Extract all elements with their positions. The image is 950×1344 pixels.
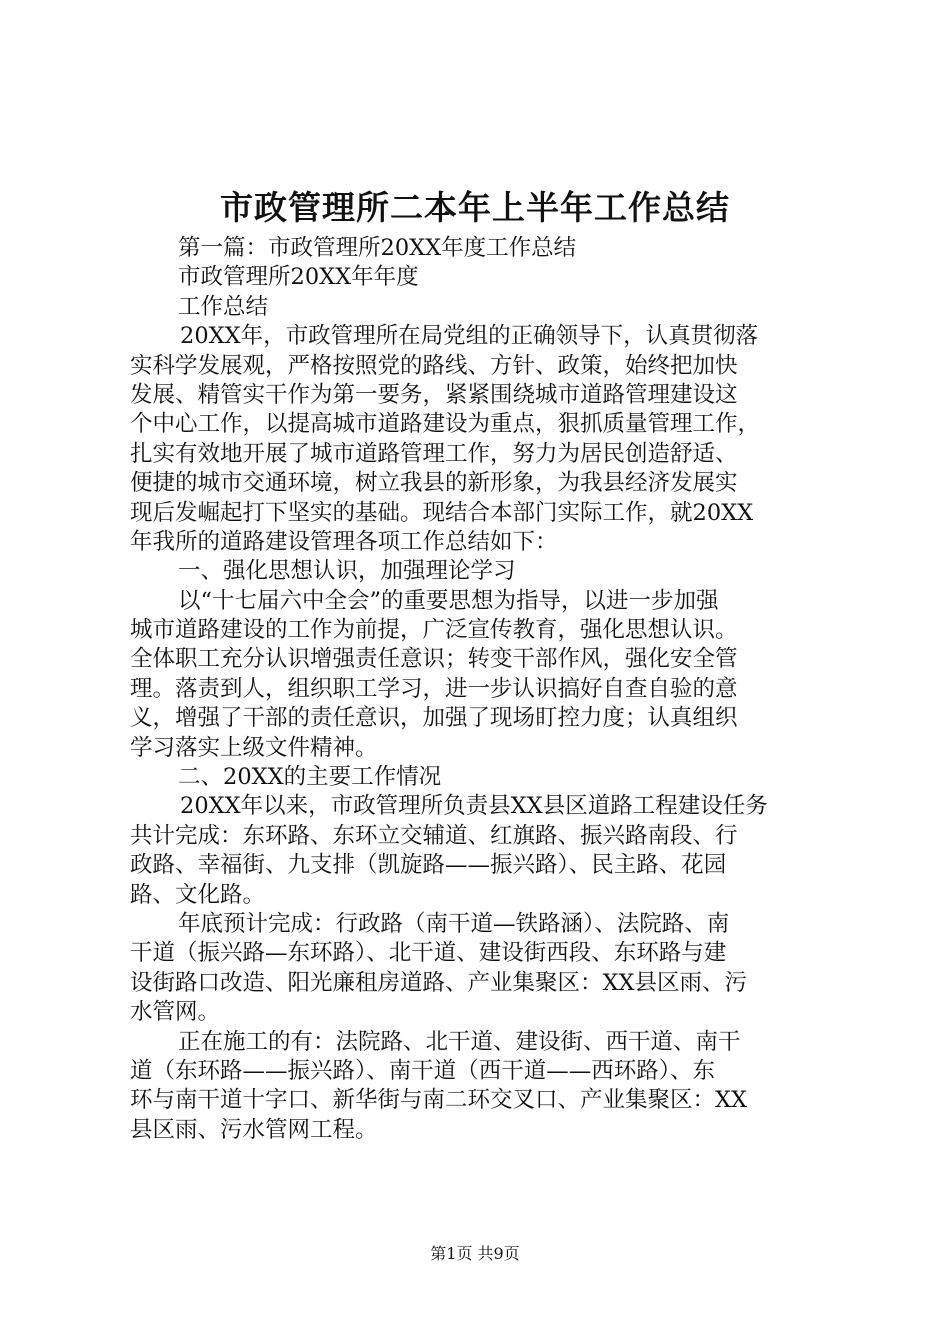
text-line: 现后发崛起打下坚实的基础。现结合本部门实际工作，就20XX — [130, 499, 754, 526]
text-line: 以“十七届六中全会”的重要思想为指导，以进一步加强 — [178, 587, 719, 614]
text-line: 市政管理所20XX年年度 — [178, 264, 419, 291]
text-line: 工作总结 — [178, 293, 269, 320]
document-body — [130, 234, 835, 1145]
text-line: 义，增强了干部的责任意识，加强了现场盯控力度；认真组织 — [130, 705, 738, 732]
text-line: 环与南干道十字口、新华街与南二环交叉口、产业集聚区：XX — [130, 1087, 748, 1114]
text-line: 第一篇：市政管理所20XX年度工作总结 — [178, 235, 577, 261]
text-line: 设街路口改造、阳光廉租房道路、产业集聚区：XX县区雨、污 — [130, 969, 748, 996]
text-line: 城市道路建设的工作为前提，广泛宣传教育，强化思想认识。 — [130, 617, 738, 644]
document-title: 市政管理所二本年上半年工作总结 — [220, 188, 730, 227]
text-line: 正在施工的有：法院路、北干道、建设街、西干道、南干 — [178, 1028, 741, 1055]
text-line: 一、强化思想认识，加强理论学习 — [178, 558, 516, 585]
text-line: 政路、幸福街、九支排（凯旋路——振兴路）、民主路、花园 — [130, 852, 727, 879]
text-line: 便捷的城市交通环境，树立我县的新形象，为我县经济发展实 — [130, 470, 738, 497]
text-line: 扎实有效地开展了城市道路管理工作，努力为居民创造舒适、 — [130, 440, 738, 467]
text-line: 年底预计完成：行政路（南干道—铁路涵）、法院路、南 — [178, 910, 730, 937]
text-line: 县区雨、污水管网工程。 — [130, 1116, 378, 1143]
text-line: 实科学发展观，严格按照党的路线、方针、政策，始终把加快 — [130, 352, 738, 379]
text-line: 路、文化路。 — [130, 881, 266, 908]
text-line: 个中心工作，以提高城市道路建设为重点，狠抓质量管理工作， — [130, 411, 761, 438]
text-line: 二、20XX的主要工作情况 — [178, 764, 442, 791]
text-line: 20XX年以来，市政管理所负责县XX县区道路工程建设任务 — [180, 793, 768, 820]
text-line: 理。落责到人，组织职工学习，进一步认识搞好自查自验的意 — [130, 675, 738, 702]
text-line: 全体职工充分认识增强责任意识；转变干部作风，强化安全管 — [130, 646, 738, 673]
text-line: 干道（振兴路—东环路）、北干道、建设街西段、东环路与建 — [130, 940, 727, 967]
text-line: 学习落实上级文件精神。 — [130, 734, 378, 761]
text-line: 共计完成：东环路、东环立交辅道、红旗路、振兴路南段、行 — [130, 822, 738, 849]
text-line: 20XX年，市政管理所在局党组的正确领导下，认真贯彻落 — [180, 323, 759, 350]
text-line: 道（东环路——振兴路）、南干道（西干道——西环路）、东 — [130, 1057, 716, 1084]
text-line: 年我所的道路建设管理各项工作总结如下： — [130, 528, 558, 555]
text-line: 水管网。 — [130, 999, 221, 1026]
page-footer: 第1页 共9页 — [430, 1244, 520, 1263]
text-line: 发展、精管实干作为第一要务，紧紧围绕城市道路管理建设这 — [130, 381, 738, 408]
